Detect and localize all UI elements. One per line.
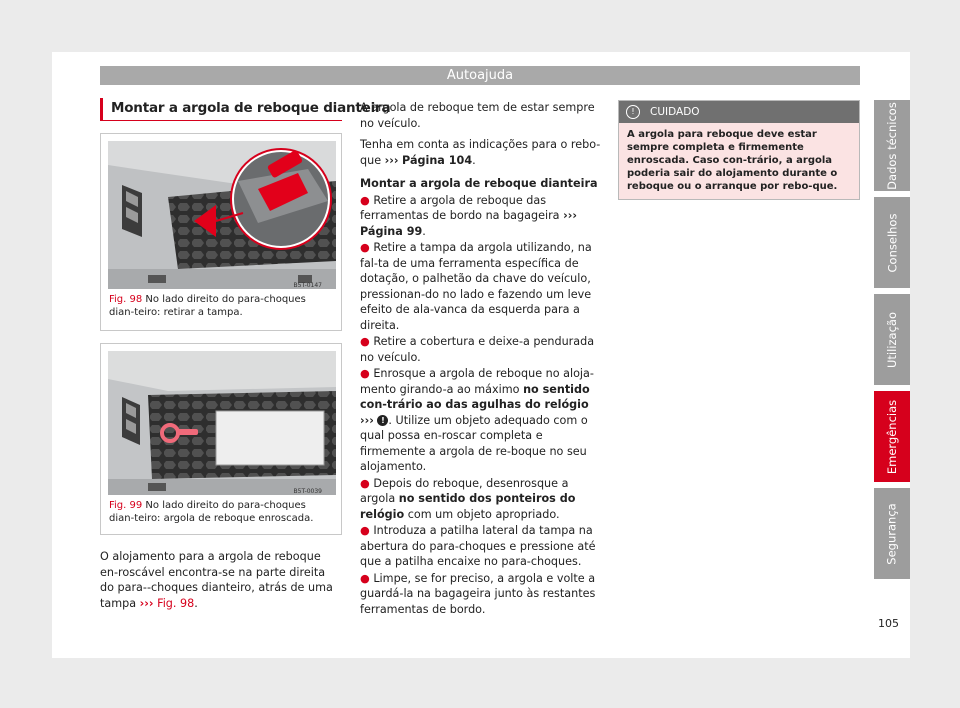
page-number: 105 [878, 617, 899, 630]
bullet-icon: ● [360, 476, 370, 490]
intro-text: O alojamento para a argola de reboque en-roscável encontra-se na parte direita do para--choques dianteiro, atrás de uma tampa [100, 550, 333, 610]
list-item: ● Retire a argola de reboque das ferramentas de bordo na bagageira ››› Página 99. [360, 193, 577, 238]
intro-end: . [194, 596, 198, 610]
figure-99-caption-text: No lado direito do para-choques dian-teiro: argola de reboque enroscada. [109, 500, 314, 524]
tab-utilizacao[interactable] [874, 294, 910, 385]
caution-text: A argola para reboque deve estar sempre completa e firmemente enroscada. Caso con-trário, a argola poderia sair do alojamento durante o reboque ou o arranque por rebo-que. [619, 123, 859, 199]
figure-99 [100, 343, 342, 535]
caution-icon: ! [626, 105, 640, 119]
reference-arrow: ››› [360, 413, 374, 427]
figure-98 [100, 133, 342, 331]
list-item [360, 240, 604, 333]
list-item [360, 366, 604, 475]
list-item-text: Introduza a patilha lateral da tampa na abertura do para-choques e pressione até que a patilha encaixe no para-choques. [360, 524, 596, 568]
chapter-header: Autoajuda [100, 66, 860, 85]
column-right [618, 100, 860, 200]
reference-arrow: ››› [384, 153, 399, 167]
paragraph-2-text: Tenha em conta as indicações para o rebo-que [360, 138, 601, 167]
warning-icon[interactable]: ! [377, 415, 388, 426]
tab-label: Emergências [885, 399, 900, 474]
list-item-text: Limpe, se for preciso, a argola e volte a guardá-la na bagageira junto às restantes ferramentas de bordo. [360, 571, 596, 616]
tab-dados-tecnicos[interactable] [874, 100, 910, 191]
list-item-text: Depois do reboque, desenrosque a argola [360, 476, 569, 505]
reference-arrow: ››› [563, 209, 577, 222]
tab-label: Segurança [885, 502, 899, 565]
figure-98-image [108, 141, 336, 289]
figure-98-label: Fig. 98 [109, 294, 143, 305]
tab-conselhos[interactable] [874, 197, 910, 288]
tab-label: Dados técnicos [885, 101, 900, 190]
list-item-text: Retire a argola de reboque das ferramentas de bordo na bagageira [360, 193, 560, 222]
tab-label: Conselhos [885, 213, 899, 272]
bullet-icon: ● [360, 335, 370, 348]
list-item-text: Retire a cobertura e deixe-a pendurada no veículo. [360, 335, 595, 364]
caution-box [618, 100, 860, 200]
list-item-emphasis: no sentido dos ponteiros do relógio [360, 492, 576, 521]
column-left [100, 98, 391, 611]
tab-emergencias[interactable] [874, 391, 910, 482]
paragraph-2: Tenha em conta as indicações para o rebo-que ››› Página 104. [360, 138, 601, 167]
section-title: Montar a argola de reboque dianteira [100, 98, 342, 121]
list-item-emphasis: no sentido con-trário ao das agulhas do relógio [360, 382, 590, 411]
list-item [360, 476, 604, 523]
figure-98-code: B5T-0147 [293, 282, 322, 289]
intro-paragraph [100, 549, 342, 611]
bullet-icon: ● [360, 571, 370, 585]
figure-99-caption [101, 495, 341, 525]
paragraph-1: A argola de reboque tem de estar sempre no veículo. [360, 101, 595, 130]
bullet-icon: ● [360, 524, 370, 537]
list-item [360, 571, 604, 618]
reference-arrow: ››› [139, 596, 154, 610]
tab-label: Utilização [885, 311, 900, 368]
column-middle [360, 100, 604, 617]
bullet-icon: ● [360, 241, 370, 254]
figure-99-image [108, 351, 336, 495]
procedure-heading: Montar a argola de reboque dianteira [360, 177, 598, 190]
figure-98-caption-text: No lado direito do para-choques dian-teiro: retirar a tampa. [109, 294, 306, 318]
list-item [360, 334, 604, 365]
page-104-link[interactable]: Página 104 [402, 153, 473, 167]
list-item-text: Enrosque a argola de reboque no aloja-mento girando-a ao máximo [360, 367, 594, 396]
list-item-text-end: . Utilize um objeto adequado com o qual possa en-roscar completa e firmemente a argola de re-boque no seu alojamento. [360, 413, 588, 473]
intro-figure-link[interactable]: Fig. 98 [157, 596, 195, 610]
bullet-icon: ● [360, 193, 370, 207]
caution-title: CUIDADO [650, 106, 700, 118]
list-item-text: Retire a tampa da argola utilizando, na fal-ta de uma ferramenta específica de dotação, o palhetão da chave do veículo, pressionan-do no lado e fazendo um leve efeito de ala-vanca da esquerda para a direita. [360, 241, 592, 332]
bullet-icon: ● [360, 367, 370, 380]
figure-99-label: Fig. 99 [109, 500, 143, 511]
page-99-link[interactable]: Página 99 [360, 224, 423, 238]
figure-99-code: B5T-0039 [293, 488, 322, 495]
figure-98-caption [101, 289, 341, 319]
list-item [360, 523, 604, 570]
list-item-text-end: com um objeto apropriado. [407, 507, 560, 521]
caution-header [619, 101, 859, 123]
tab-seguranca[interactable] [874, 488, 910, 579]
